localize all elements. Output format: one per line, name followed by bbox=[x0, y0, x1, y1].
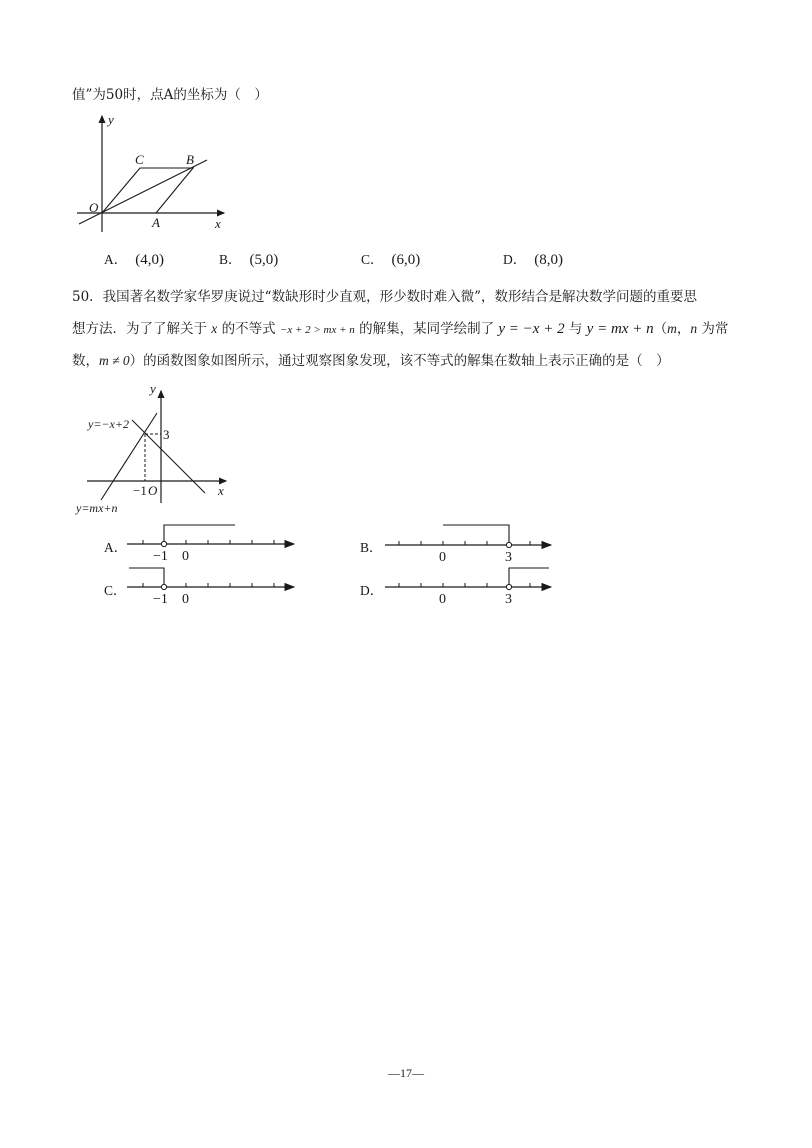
q50-option-b-label[interactable]: B． bbox=[360, 540, 383, 555]
open-circle bbox=[161, 584, 166, 589]
q50-numberline-d[interactable] bbox=[385, 568, 551, 607]
q50-var-m: m bbox=[667, 321, 677, 336]
q50-text: 为常 bbox=[697, 321, 729, 337]
open-circle bbox=[506, 542, 511, 547]
q50-label-x: x bbox=[218, 483, 224, 498]
q50-option-d-label[interactable]: D． bbox=[360, 583, 384, 598]
solution-bracket bbox=[164, 525, 235, 544]
tick-label: 0 bbox=[439, 550, 446, 565]
q50-numberline-a[interactable] bbox=[127, 525, 294, 564]
tick-label: 3 bbox=[505, 550, 512, 565]
open-circle bbox=[506, 584, 511, 589]
q50-text: ， bbox=[676, 321, 691, 337]
tick-label: −1 bbox=[153, 549, 168, 564]
q50-text: 与 bbox=[564, 321, 587, 337]
q49-question-tail: 值”为50时，点A的坐标为（ ） bbox=[72, 87, 268, 103]
q49-label-y: y bbox=[108, 112, 114, 127]
tick-label: 0 bbox=[439, 592, 446, 607]
solution-bracket bbox=[129, 568, 164, 587]
q50-var-n: n bbox=[690, 321, 698, 336]
q49-label-o: O bbox=[89, 200, 99, 215]
q50-option-c-label[interactable]: C． bbox=[104, 583, 127, 598]
q50-label-xtick: −1 bbox=[133, 483, 147, 498]
q49-label-x: x bbox=[215, 216, 221, 231]
q49-option-d-value: (8,0) bbox=[534, 252, 563, 268]
solution-bracket bbox=[509, 568, 549, 587]
q49-label-a: A bbox=[152, 215, 160, 230]
q50-inequality: −x + 2 > mx + n bbox=[279, 324, 355, 336]
q49-label-c: C bbox=[135, 152, 144, 167]
q50-condition: m ≠ 0 bbox=[99, 353, 130, 368]
q49-option-c-label: C． bbox=[361, 252, 384, 267]
q49-option-c-value: (6,0) bbox=[391, 252, 421, 268]
tick-label: −1 bbox=[153, 592, 168, 607]
q50-text: 的不等式 bbox=[217, 321, 280, 337]
q49-option-b-value: (5,0) bbox=[249, 252, 279, 268]
q50-label-line1: y=−x+2 bbox=[88, 417, 129, 431]
q50-numberline-c[interactable] bbox=[127, 568, 294, 607]
q50-label-o: O bbox=[148, 483, 158, 498]
q50-label-ytick: 3 bbox=[163, 427, 170, 442]
q50-text: 想方法．为了了解关于 bbox=[72, 321, 212, 337]
open-circle bbox=[161, 541, 166, 546]
q50-text: （ bbox=[653, 321, 668, 337]
page-number: —17— bbox=[388, 1066, 424, 1080]
q50-text: 的解集，某同学绘制了 bbox=[354, 321, 499, 337]
q50-text: 数， bbox=[72, 353, 99, 369]
q50-function-2: y = mx + n bbox=[586, 321, 654, 337]
q50-option-a-label[interactable]: A． bbox=[104, 540, 128, 555]
q50-text: ）的函数图象如图所示，通过观察图象发现，该不等式的解集在数轴上表示正确的是（ ） bbox=[129, 353, 670, 369]
q49-option-b-label: B． bbox=[219, 252, 242, 267]
tick-label: 0 bbox=[182, 592, 189, 607]
solution-bracket bbox=[443, 525, 509, 545]
q50-var-x: x bbox=[211, 321, 218, 336]
q50-line-1: 50．我国著名数学家华罗庚说过“数缺形时少直观，形少数时难入微”，数形结合是解决数学问题的重要思 bbox=[72, 289, 697, 305]
q49-label-b: B bbox=[186, 152, 194, 167]
q50-function-1: y = −x + 2 bbox=[498, 321, 565, 337]
q50-label-line2: y=mx+n bbox=[76, 501, 118, 515]
tick-label: 0 bbox=[182, 549, 189, 564]
q50-label-y: y bbox=[150, 381, 156, 396]
q50-numberline-b[interactable] bbox=[385, 525, 551, 565]
q49-option-a-label: A． bbox=[104, 252, 128, 267]
tick-label: 3 bbox=[505, 592, 512, 607]
q49-option-a-value: (4,0) bbox=[135, 252, 164, 268]
q49-option-d-label: D． bbox=[503, 252, 527, 267]
